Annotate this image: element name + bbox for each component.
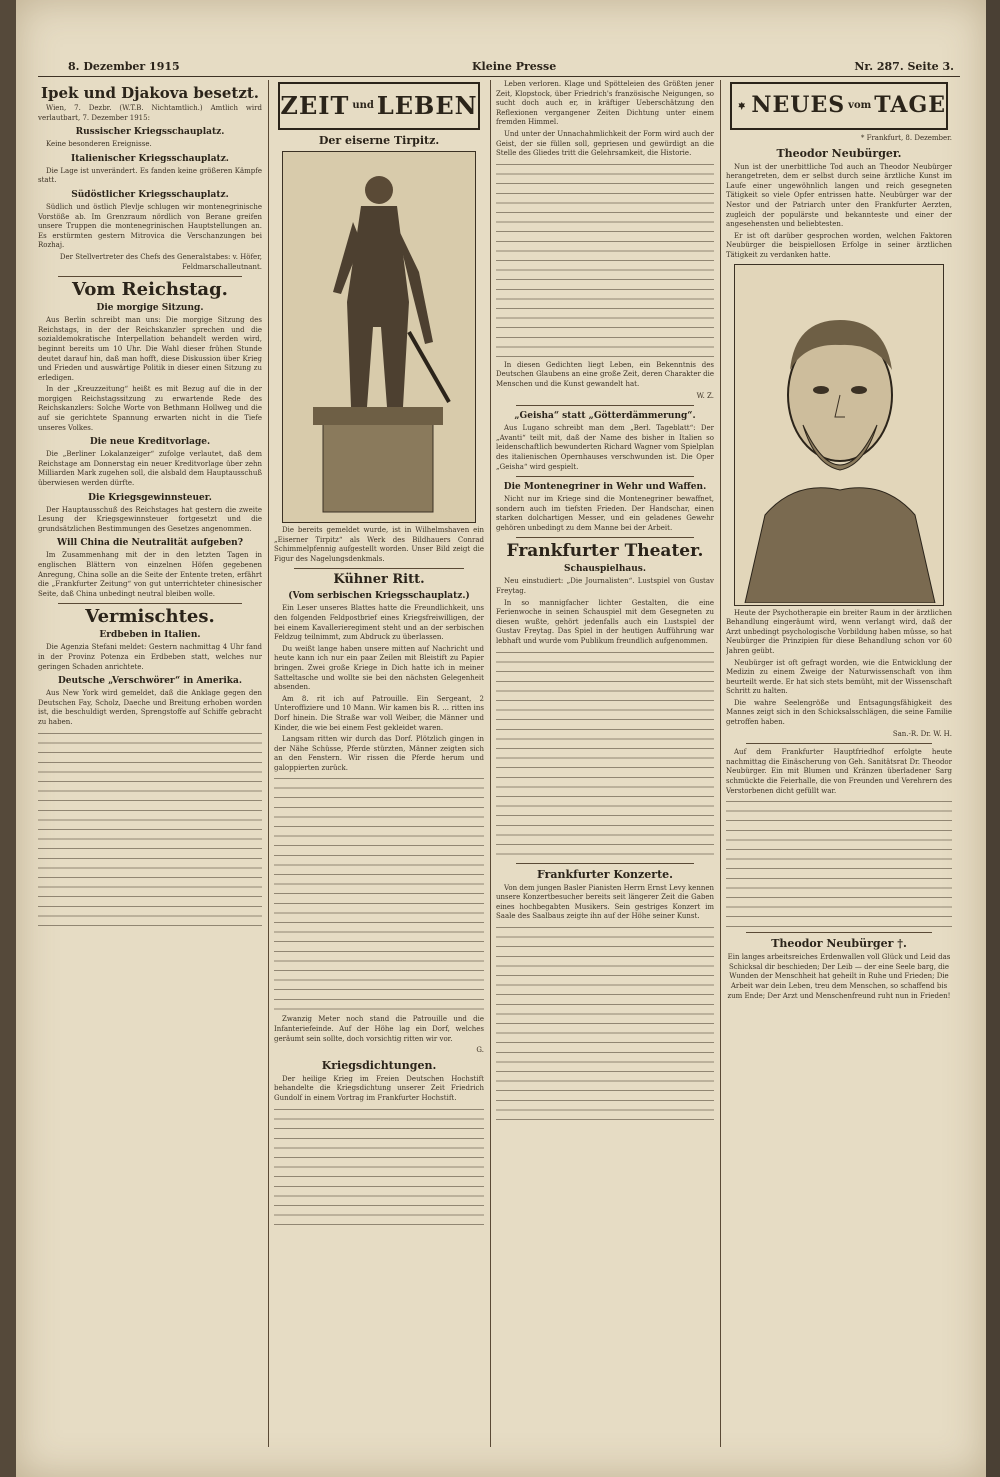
signature-hoefer: Der Stellvertreter des Chefs des Generalstabes: v. Höfer, Feldmarschalleutnant. (59, 252, 262, 271)
subhead-china: Will China die Neutralität aufgeben? (57, 538, 243, 549)
small-print (274, 1106, 484, 1226)
header-paper: Kleine Presse (472, 60, 557, 73)
small-print (726, 798, 952, 928)
text-ritt-4: Langsam ritten wir durch das Dorf. Plötzlich gingen in der Nähe Schüsse, Pferde stürzten, Männer zeigten sich an den Fenstern. Wir rissen die Pferde herum und galoppierten zurück. (274, 735, 484, 772)
neubuerger-portrait (734, 264, 944, 606)
masthead-neues-vom-tage (730, 82, 948, 130)
masthead-zeit: ZEIT (280, 91, 350, 121)
subhead-russian: Russischer Kriegsschauplatz. (75, 127, 225, 138)
subhead-kredit: Die neue Kreditvorlage. (89, 437, 211, 448)
text-continued-2: Und unter der Unnachahmlichkeit der Form wird auch der Geist, der sie füllen soll, gepriesen und gewürdigt an die Stelle des Gliedes tritt die Gelehrsamkeit, die Historie. (496, 129, 714, 158)
text-ritt-5: Zwanzig Meter noch stand die Patrouille und die Infanteriefeinde. Auf der Höhe lag ein Dorf, welches geräumt sein sollte, doch vorsichtig ritten wir vor. (274, 1015, 484, 1043)
masthead-neues: NEUES (751, 92, 846, 119)
text-neubuerger-2: Er ist oft darüber gesprochen worden, welchen Faktoren Neubürger die beispiellosen Erfolge in seiner ärztlichen Tätigkeit zu verdanken hatte. (726, 231, 952, 259)
small-print (274, 775, 484, 1015)
eagle-crest-icon (738, 90, 745, 122)
header-issue: Nr. 287. Seite 3. (854, 60, 954, 73)
text-continued-3: In diesen Gedichten liegt Leben, ein Bekenntnis des Deutschen Glaubens an eine große Zeit, deren Charakter die Menschen und die Kunst gewandelt hat. (496, 360, 714, 388)
headline-geisha: „Geisha“ statt „Götterdämmerung“. (514, 411, 696, 422)
masthead-zeit-und-leben (278, 82, 480, 130)
text-theater-1: Neu einstudiert: „Die Journalisten“. Lustspiel von Gustav Freytag. (496, 577, 714, 596)
subhead-amerika: Deutsche „Verschwörer“ in Amerika. (57, 676, 243, 687)
text-reichstag-2: In der „Kreuzzeitung“ heißt es mit Bezug auf die in der morgigen Reichstagssitzung zu erwartende Rede des Reichskanzlers: Solche Worte von Bethmann Hollweg und die auf sie gerichtete Spannung erwarten nicht in die Tiefe unseres Volkes. (38, 385, 262, 432)
masthead-leben: LEBEN (376, 91, 478, 121)
subhead-schauspielhaus: Schauspielhaus. (564, 564, 646, 575)
text-reichstag-1: Aus Berlin schreibt man uns: Die morgige Sitzung des Reichstags, in der der Reichskanzler sprechen und die sozialdemokratische Interpellation behandelt werden wird, beginnt bereits um 10 Uhr. Die Wahl dieser frühen Stunde deutet darauf hin, daß man hofft, diese Diskussion über Krieg und Frieden und auswärtige Politik in dieser einen Sitzung zu erledigen. (38, 316, 262, 382)
subhead-italian: Italienischer Kriegsschauplatz. (71, 153, 229, 164)
subhead-ritt: (Vom serbischen Kriegsschauplatz.) (288, 591, 470, 602)
text-ritt-3: Am 8. rit ich auf Patrouille. Ein Sergeant, 2 Unteroffiziere und 10 Mann. Wir kamen bis R. ... ritten ins Dorf hinein. Die Straße war voll Weiber, die Männer und Kinder, die wie bei einem Fest gekleidet waren. (274, 694, 484, 732)
headline-ipek: Ipek und Djakova besetzt. (40, 84, 259, 102)
newspaper-page (16, 0, 986, 1477)
separator (516, 476, 694, 477)
text-neubuerger-1: Nun ist der unerbittliche Tod auch an Theodor Neubürger herangetreten, dem er selbst durch seine ärztliche Kunst im Laufe einer ungewöhnlich langen und reich gesegneten Tätigkeit so viele Opfer entrissen hatte. Neubürger war der Nestor und der Patriarch unter den Frankfurter Aerzten, zugleich der populärste und bekannteste und einer der angesehensten und beliebtesten. (726, 162, 952, 229)
headline-tirpitz: Der eiserne Tirpitz. (318, 134, 440, 147)
text-neubuerger-5: Die wahre Seelengröße und Entsagungsfähigkeit des Mannes zeigt sich in den Schicksalsschlägen, die seine Familie getroffen haben. (726, 698, 952, 727)
poem: Ein langes arbeitsreiches Erdenwallen voll Glück und Leid das Schicksal dir beschieden; Der Leib — der eine Seele barg, die Wunden der Menschheit hat geheilt in Ruhe und Frieden; Die Arbeit war dein Leben, treu dem Menschen, so schaffend bis zum Ende; Der Arzt und Menschenfreund ruht nun in Frieden! (727, 953, 951, 1000)
text-neubuerger-4: Neubürger ist oft gefragt worden, wie die Entwicklung der Medizin zu einem Zweige der Naturwissenschaft von ihm beurteilt werde. Er hat sich stets bemüht, mit der Wissenschaft Schritt zu halten. (726, 658, 952, 696)
text-ritt-1: Ein Leser unseres Blattes hatte die Freundlichkeit, uns den folgenden Feldpostbrief eines Kriegsfreiwilligen, der bei einem Kavallerieregiment steht und an der serbischen Feldzug teilnimmt, zum Abdruck zu überlassen. (274, 604, 484, 642)
text-montenegriner: Nicht nur im Kriege sind die Montenegriner bewaffnet, sondern auch im tiefsten Frieden. Der Handschar, einen starken dolchartigen Messer, und ein geladenes Gewehr gehören unbedingt zu dem Manne bei der Arbeit. (496, 495, 714, 532)
separator (58, 603, 242, 604)
headline-neubuerger: Theodor Neubürger. (776, 146, 902, 160)
header-date: 8. Dezember 1915 (68, 60, 180, 73)
caption-tirpitz: Die bereits gemeldet wurde, ist in Wilhelmshaven ein „Eiserner Tirpitz“ als Werk des Bildhauers Conrad Schimmelpfennig aufgestellt worden. Unser Bild zeigt die Figur des Nagelungsdenkmals. (274, 526, 484, 563)
headline-ritt: Kühner Ritt. (333, 572, 425, 588)
text-russian: Keine besonderen Ereignisse. (46, 140, 152, 149)
separator (516, 537, 694, 538)
portrait-icon (735, 265, 945, 603)
masthead-vom: vom (848, 100, 872, 112)
column-1 (38, 80, 262, 1447)
text-amerika: Aus New York wird gemeldet, daß die Anklage gegen den Deutschen Fay, Scholz, Daeche und Breitung erhoben worden ist, die beschuldigt werden, Sprengstoffe auf Schiffe gebracht zu haben. (38, 689, 262, 726)
separator (58, 276, 242, 277)
signature-whl: San.-R. Dr. W. H. (892, 729, 952, 738)
headline-reichstag: Vom Reichstag. (72, 279, 228, 301)
text-continued-1: Leben verloren. Klage und Spötteleien des Größten jener Zeit, Klopstock, über Friedrich's französische Neigungen, so sucht doch auch er, in kräftiger Ueberschätzung den Reflexionen vergangener Zeiten Dichtung unter einem fremden Himmel. (496, 80, 714, 127)
column-rule (268, 80, 269, 1447)
text-einaescherung: Auf dem Frankfurter Hauptfriedhof erfolgte heute nachmittag die Einäscherung von Geh. Sanitätsrat Dr. Theodor Neubürger. Ein mit Blumen und Kränzen überladener Sarg schmückte die Feierhalle, die von Freunden und Verehrern des Verstorbenen dicht gefüllt war. (726, 748, 952, 795)
small-print (38, 730, 262, 930)
headline-konzerte: Frankfurter Konzerte. (537, 867, 673, 881)
masthead-tage: TAGE (874, 92, 946, 119)
tirpitz-statue-icon (283, 152, 475, 520)
column-rule (720, 80, 721, 1447)
subhead-erdbeben: Erdbeben in Italien. (99, 630, 201, 641)
separator (746, 743, 932, 744)
masthead-und: und (352, 100, 374, 112)
headline-theater: Frankfurter Theater. (506, 541, 704, 562)
separator (516, 405, 694, 406)
separator (294, 568, 464, 569)
small-print (496, 649, 714, 859)
text-southeast: Südlich und östlich Plevlje schlugen wir montenegrinische Vorstöße ab. Im Grenzraum nördlich von Berane greifen unsere Truppen die montenegrinischen Hauptstellungen an. Es erstürmten gestern Mitrovica die Verschanzungen bei Rozhaj. (38, 202, 262, 250)
signature-g: G. (476, 1046, 484, 1055)
text-geisha: Aus Lugano schreibt man dem „Berl. Tageblatt“: Der „Avanti“ teilt mit, daß der Name des bisher in Italien so leidenschaftlich bewunderten Richard Wagner vom Spielplan des italienischen Opernhauses verschwunden ist. Die Oper „Geisha“ wird gespielt. (496, 424, 714, 471)
subhead-sitzung: Die morgige Sitzung. (96, 303, 204, 314)
headline-nachruf: Theodor Neubürger †. (771, 937, 907, 951)
subhead-kriegsgewinn: Die Kriegsgewinnsteuer. (88, 492, 212, 503)
headline-kriegsdichtungen: Kriegsdichtungen. (321, 1058, 437, 1072)
tirpitz-illustration (282, 151, 476, 523)
column-3 (496, 80, 714, 1447)
text-italian: Die Lage ist unverändert. Es fanden keine größeren Kämpfe statt. (38, 166, 262, 185)
page-edge-right (986, 0, 1000, 1477)
text-ritt-2: Du weißt lange haben unsere mitten auf Nachricht und heute kann ich nur ein paar Zeilen mit Bleistift zu Papier bringen. Zwei große Kriege in Dich hatte ich in meiner Satteltasche und wollte sie bei den nächsten Gelegenheit absenden. (274, 644, 484, 692)
dateline: * Frankfurt, 8. Dezember. (860, 134, 952, 142)
text-theater-2: In so mannigfacher lichter Gestalten, die eine Ferienwoche in seinen Schauspiel mit dem Gesegneten zu diesen wußte, gehört jedenfalls auch ein Lustspiel der Gustav Freytag. Das Spiel in der heutigen Aufführung war lebhaft und wurde vom Publikum freundlich aufgenommen. (496, 598, 714, 646)
text-konzerte: Von dem jungen Basler Pianisten Herrn Ernst Levy kennen unsere Konzertbesucher bereits seit längerer Zeit die Gaben eines hochbegabten Musikers. Sein gestriges Konzert im Saale des Saalbaus zeigte ihn auf der Höhe seiner Kunst. (496, 883, 714, 921)
text-kriegsdichtungen: Der heilige Krieg im Freien Deutschen Hochstift behandelte die Kriegsdichtung unserer Zeit Friedrich Gundolf in einem Vortrag im Frankfurter Hochstift. (274, 1074, 484, 1103)
subhead-southeast: Südöstlicher Kriegsschauplatz. (71, 189, 229, 200)
separator (746, 932, 932, 933)
column-rule (490, 80, 491, 1447)
separator (516, 863, 694, 864)
headline-vermischtes: Vermischtes. (85, 606, 215, 628)
column-4 (726, 80, 952, 1447)
text-china: Im Zusammenhang mit der in den letzten Tagen in englischen Blättern von einzelnen Höfen gegebenen Anregung, China solle an die Seite der Entente treten, erfährt die „Frankfurter Zeitung“ von gut unterrichteter chinesischer Seite, daß China unbedingt neutral bleiben wolle. (38, 551, 262, 598)
column-2 (274, 80, 484, 1447)
wire-line: Wien, 7. Dezbr. (W.T.B. Nichtamtlich.) Amtlich wird verlautbart, 7. Dezember 1915: (38, 104, 262, 122)
small-print (496, 161, 714, 361)
signature-wz: W. Z. (696, 391, 714, 400)
text-erdbeben: Die Agenzia Stefani meldet: Gestern nachmittag 4 Uhr fand in der Provinz Potenza ein Erdbeben statt, welches nur geringen Schaden anrichtete. (38, 643, 262, 671)
headline-montenegriner: Die Montenegriner in Wehr und Waffen. (503, 482, 707, 493)
header-rule (38, 76, 960, 77)
text-kriegsgewinn: Der Hauptausschuß des Reichstages hat gestern die zweite Lesung der Kriegsgewinnsteuer fortgesetzt und die grundsätzlichen Bestimmungen des Gesetzes angenommen. (38, 505, 262, 533)
text-neubuerger-3: Heute der Psychotherapie ein breiter Raum in der ärztlichen Behandlung eingeräumt wird, wenn verlangt wird, daß der Arzt unbedingt psychologische Vorbildung haben müsse, so hat Neubürger die Prinzipien für diese Behandlung schon vor 60 Jahren geübt. (726, 608, 952, 655)
text-kredit: Die „Berliner Lokalanzeiger“ zufolge verlautet, daß dem Reichstage am Donnerstag ein neuer Kreditvorlage über zehn Milliarden Mark zugehen soll, die alsbald dem Hauptausschuß überwiesen werden dürfte. (38, 450, 262, 488)
small-print (496, 924, 714, 1124)
page-edge-left (0, 0, 16, 1477)
